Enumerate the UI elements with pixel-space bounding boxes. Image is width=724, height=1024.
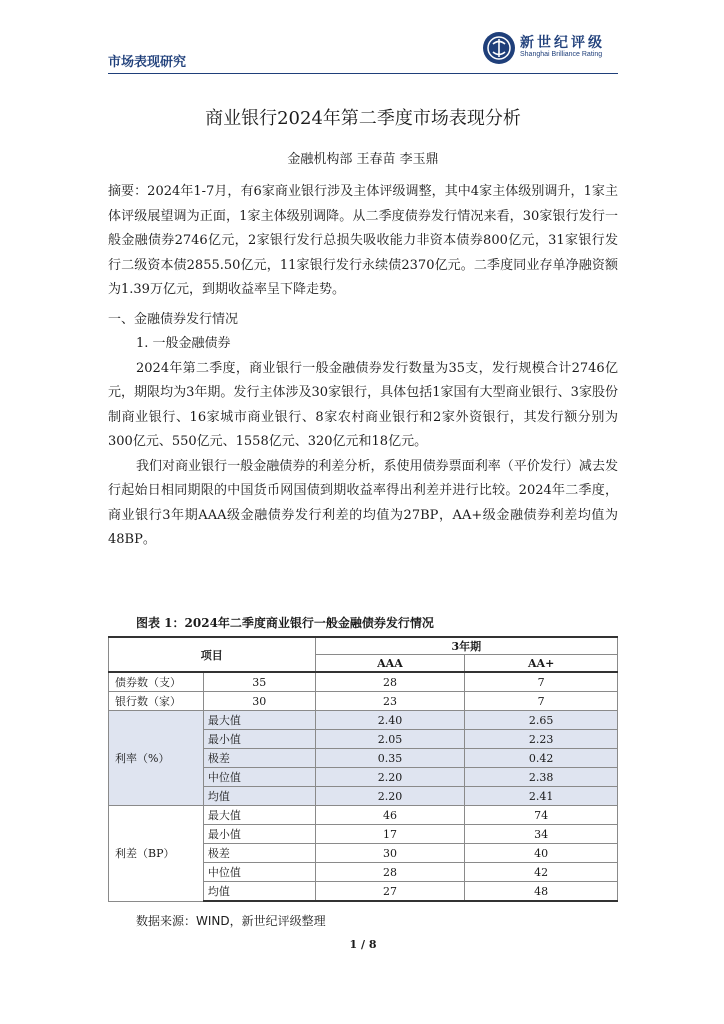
header-divider — [108, 73, 618, 74]
header-item: 项目 — [109, 637, 316, 672]
bond-issuance-table — [108, 636, 618, 902]
cell-aaa: 2.40 — [315, 711, 465, 730]
header-aaa: AAA — [315, 655, 465, 673]
header-term: 3年期 — [315, 637, 617, 655]
cell-total: 30 — [203, 692, 315, 711]
cell-aaplus: 7 — [465, 672, 618, 692]
authors-line: 金融机构部 王春苗 李玉鼎 — [287, 152, 439, 167]
cell-aaplus: 2.23 — [465, 730, 618, 749]
stat-label: 极差 — [203, 844, 315, 863]
stat-label: 均值 — [203, 882, 315, 902]
stat-label: 最大值 — [203, 806, 315, 825]
cell-aaa: 17 — [315, 825, 465, 844]
cell-aaplus: 48 — [465, 882, 618, 902]
document-title: 商业银行2024年第二季度市场表现分析 — [205, 108, 521, 129]
logo-chinese-name: 新世纪评级 — [520, 35, 605, 51]
logo-english-name: Shanghai Brilliance Rating — [520, 51, 603, 58]
cell-aaa: 2.05 — [315, 730, 465, 749]
cell-aaplus: 74 — [465, 806, 618, 825]
page-number: 1 / 8 — [349, 938, 377, 951]
body-paragraph: 2024年第二季度，商业银行一般金融债券发行数量为35支，发行规模合计2746亿元，期限均为3年期。发行主体涉及30家银行，具体包括1家国有大型商业银行、3家股份制商业银行、16家城市商业银行、8家农村商业银行和2家外资银行，其发行额分别为300亿元、550亿元、1558亿元、320亿元和18亿元。 — [108, 360, 618, 449]
cell-aaa: 46 — [315, 806, 465, 825]
abstract-paragraph: 摘要：2024年1-7月，有6家商业银行涉及主体评级调整，其中4家主体级别调升，1家主体评级展望调为正面，1家主体级别调降。从二季度债券发行情况来看，30家银行发行一般金融债券2746亿元，2家银行发行总损失吸收能力非资本债券800亿元，31家银行发行二级资本债2855.50亿元，11家银行发行永续债2370亿元。二季度同业存单净融资额为1.39万亿元，到期收益率呈下降走势。 — [108, 184, 618, 297]
cell-aaa: 27 — [315, 882, 465, 902]
cell-aaplus: 34 — [465, 825, 618, 844]
cell-aaa: 2.20 — [315, 768, 465, 787]
cell-aaplus: 2.65 — [465, 711, 618, 730]
row-label: 银行数（家） — [109, 692, 204, 711]
section-label: 市场表现研究 — [108, 55, 187, 70]
stat-label: 最小值 — [203, 730, 315, 749]
cell-aaa: 2.20 — [315, 787, 465, 806]
section-heading: 一、金融债券发行情况 — [108, 311, 239, 327]
row-label: 债券数（支） — [109, 672, 204, 692]
stat-label: 极差 — [203, 749, 315, 768]
body-text — [108, 180, 618, 553]
stat-label: 中位值 — [203, 768, 315, 787]
cell-aaplus: 0.42 — [465, 749, 618, 768]
cell-aaa: 28 — [315, 672, 465, 692]
cell-aaplus: 7 — [465, 692, 618, 711]
cell-aaa: 0.35 — [315, 749, 465, 768]
logo-emblem-icon — [482, 31, 516, 65]
table-row — [109, 672, 618, 692]
cell-aaplus: 42 — [465, 863, 618, 882]
group-label-spread: 利差（BP） — [109, 806, 204, 902]
cell-aaplus: 40 — [465, 844, 618, 863]
cell-aaa: 28 — [315, 863, 465, 882]
table-row — [109, 711, 618, 730]
stat-label: 最小值 — [203, 825, 315, 844]
company-logo — [482, 30, 616, 66]
body-paragraph: 我们对商业银行一般金融债券的利差分析，系使用债券票面利率（平价发行）减去发行起始日相同期限的中国货币网国债到期收益率得出利差并进行比较。2024年二季度，商业银行3年期AAA级金融债券发行利差的均值为27BP，AA+级金融债券利差均值为48BP。 — [108, 458, 618, 547]
cell-aaplus: 2.41 — [465, 787, 618, 806]
stat-label: 最大值 — [203, 711, 315, 730]
subsection-heading: 1. 一般金融债券 — [136, 336, 231, 351]
group-label-rate: 利率（%） — [109, 711, 204, 806]
table-row — [109, 806, 618, 825]
page-header — [108, 28, 618, 76]
stat-label: 中位值 — [203, 863, 315, 882]
stat-label: 均值 — [203, 787, 315, 806]
header-aaplus: AA+ — [465, 655, 618, 673]
cell-aaplus: 2.38 — [465, 768, 618, 787]
data-source-note: 数据来源：WIND，新世纪评级整理 — [136, 914, 326, 928]
cell-aaa: 23 — [315, 692, 465, 711]
cell-aaa: 30 — [315, 844, 465, 863]
table-row — [109, 692, 618, 711]
table-caption: 图表 1：2024年二季度商业银行一般金融债券发行情况 — [136, 616, 434, 630]
cell-total: 35 — [203, 672, 315, 692]
